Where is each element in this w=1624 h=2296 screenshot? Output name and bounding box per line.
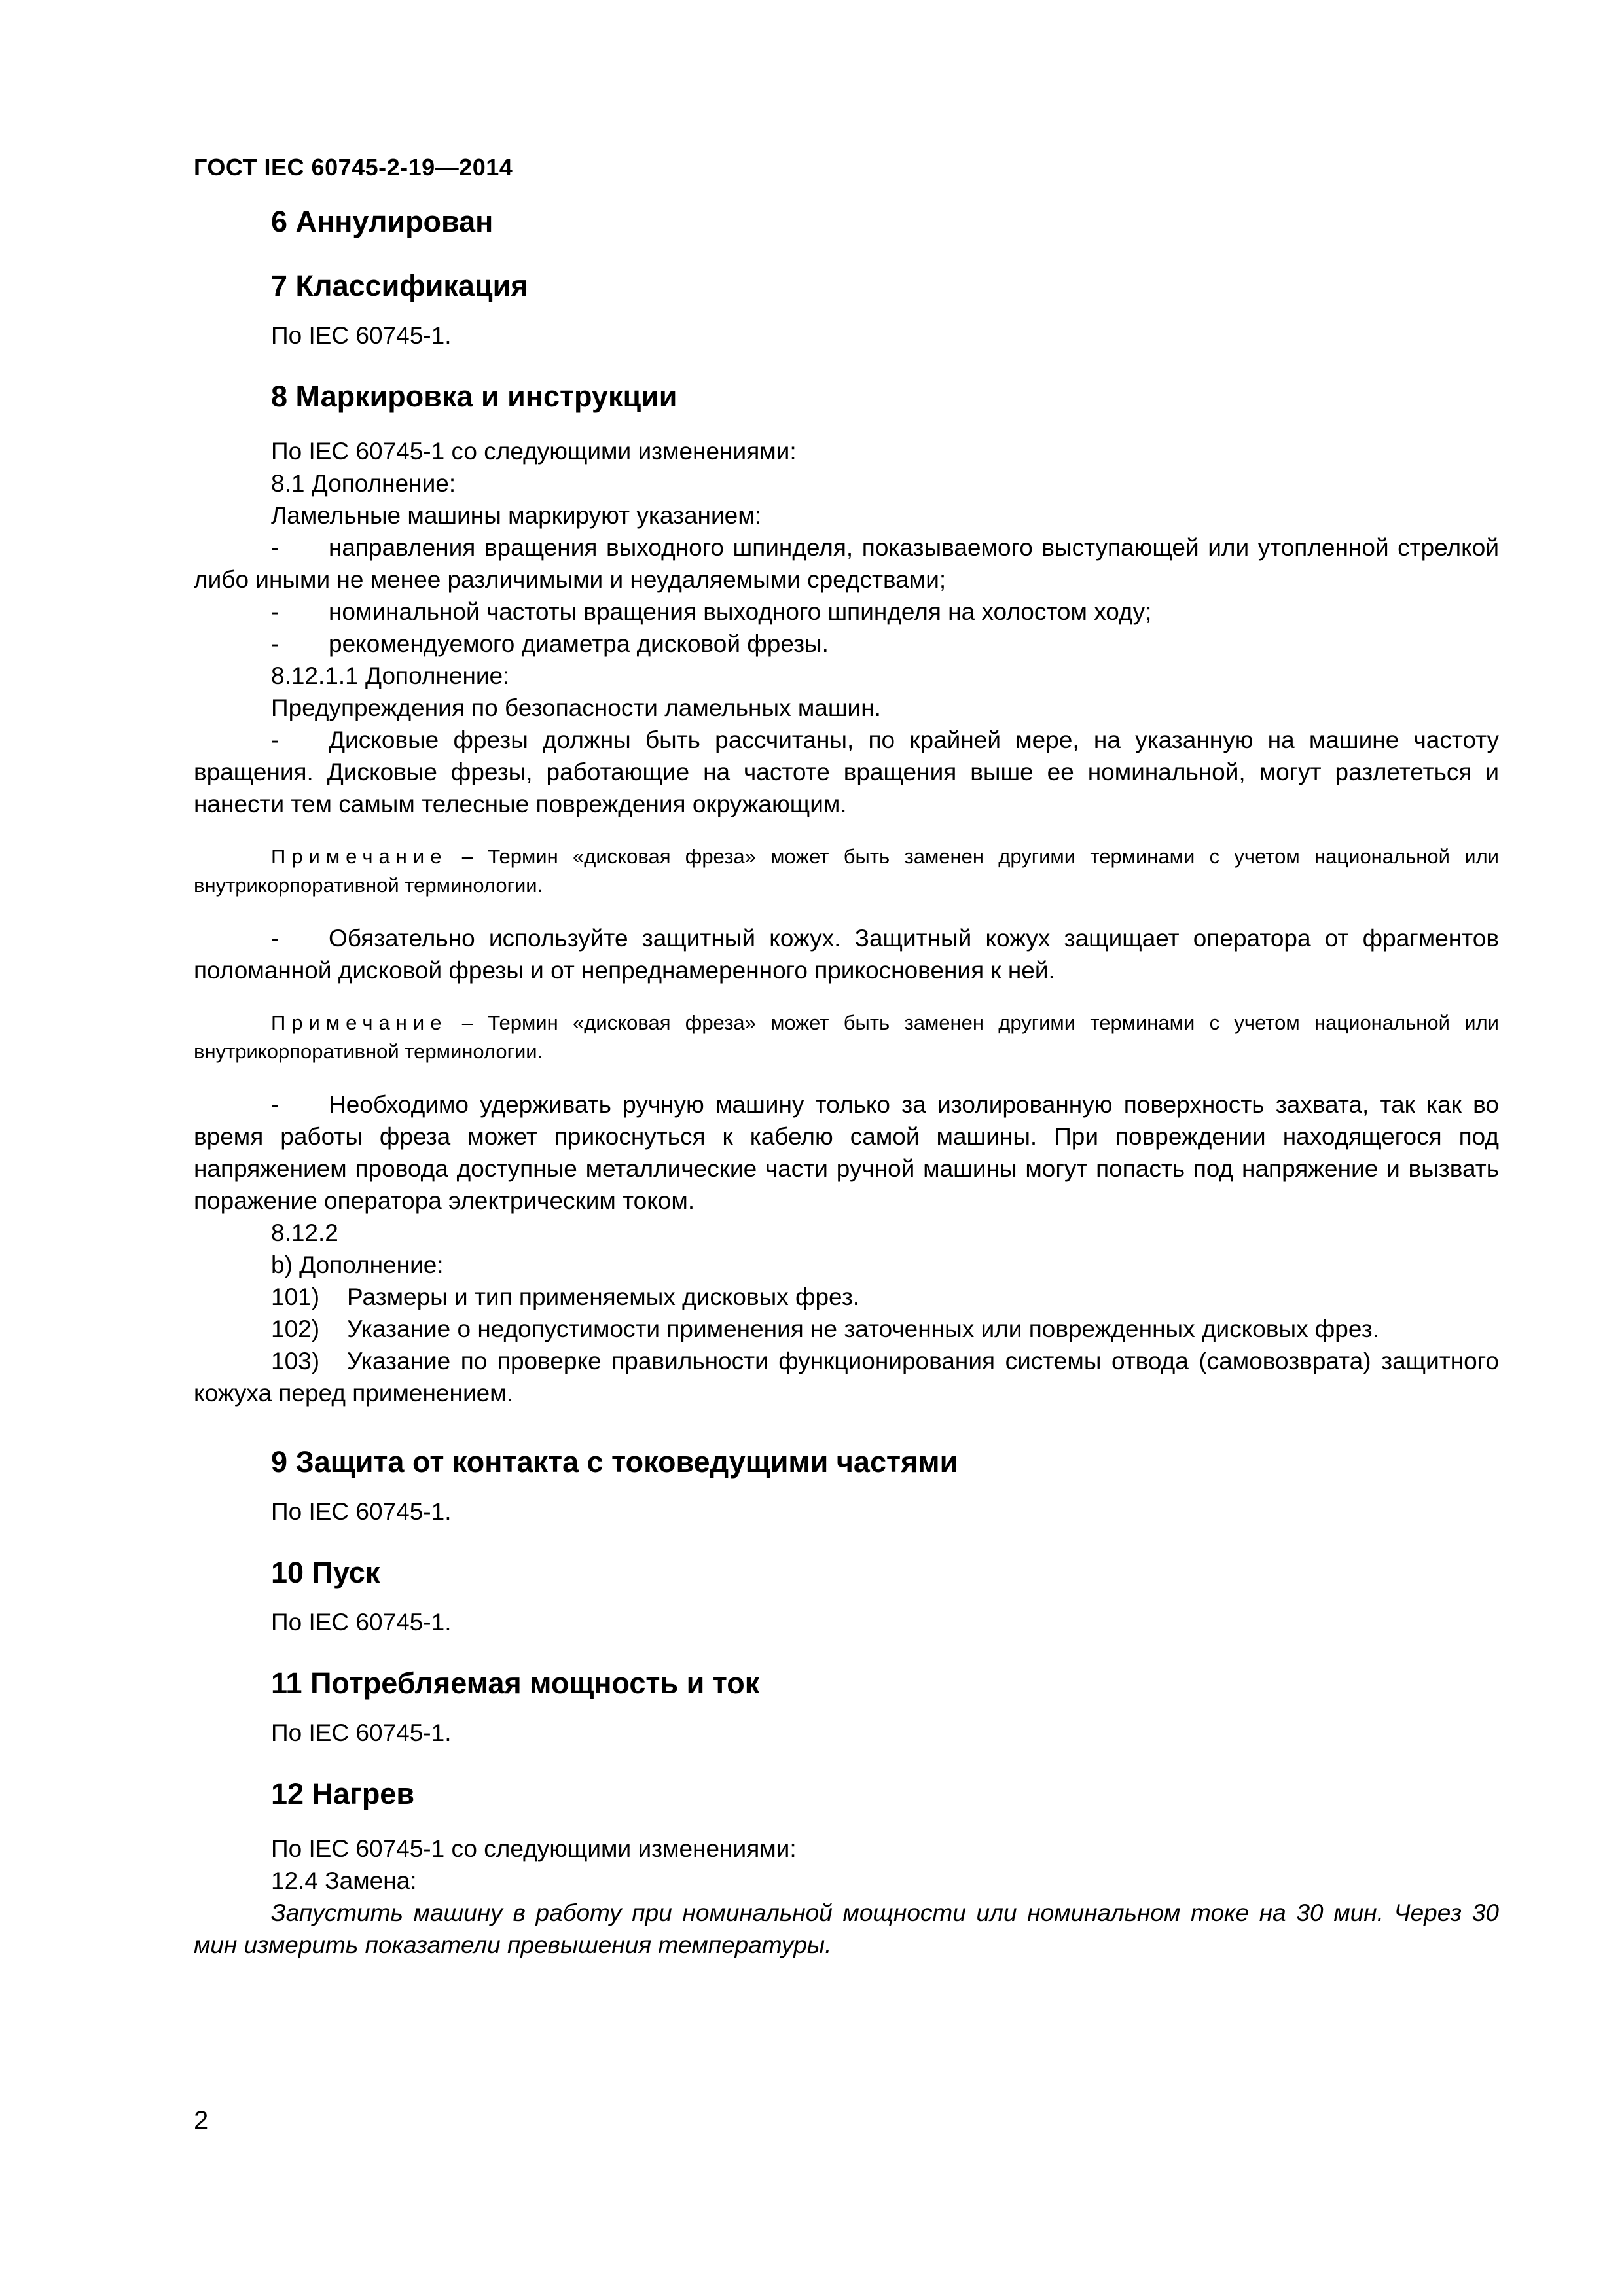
heading-section-11: 11 Потребляемая мощность и ток [271,1666,760,1700]
list-item: - номинальной частоты вращения выходного шпинделя на холостом ходу; [271,598,1152,625]
heading-section-12: 12 Нагрев [271,1777,415,1810]
note-2: Примечание – Термин «дисковая фреза» может быть заменен другими терминами с учетом национальной или внутрикорпоративной терминологии. [194,1011,1499,1063]
list-item: - Необходимо удерживать ручную машину только за изолированную поверхность захвата, так как во время работы фреза может прикоснуться к кабелю самой машины. При повреждении находящегося под напряжением провода доступные металлические части ручной машины могут попасть под напряжение и вызвать поражение оператора электрическим током. [194,1091,1499,1214]
heading-section-9: 9 Защита от контакта с токоведущими частями [271,1445,958,1479]
list-item: 101) Размеры и тип применяемых дисковых фрез. [271,1283,860,1310]
list-item: - рекомендуемого диаметра дисковой фрезы. [271,630,829,657]
list-item: - Дисковые фрезы должны быть рассчитаны, по крайней мере, на указанную на машине частоту вращения. Дисковые фрезы, работающие на частоте вращения выше ее номинальной, могут разлететься и нанести тем самым телесные повреждения окружающим. [194,726,1499,817]
list-item: 102) Указание о недопустимости применения не заточенных или поврежденных дисковых фрез. [271,1316,1379,1342]
clause-8-1-text: Ламельные машины маркируют указанием: [271,502,761,529]
section-8-intro: По IEC 60745-1 со следующими изменениями: [271,438,797,465]
section-7-text: По IEC 60745-1. [271,322,452,349]
list-item: - направления вращения выходного шпинделя, показываемого выступающей или утопленной стрелкой либо иными не менее различимыми и неудаляемыми средствами; [194,534,1499,593]
section-9-text: По IEC 60745-1. [271,1498,452,1525]
list-item: 103) Указание по проверке правильности функционирования системы отвода (самовозврата) защитного кожуха перед применением. [194,1348,1499,1407]
document-body [194,203,1499,1961]
page-number: 2 [194,2106,209,2135]
clause-b: b) Дополнение: [271,1251,444,1278]
heading-section-7: 7 Классификация [271,269,528,302]
section-11-text: По IEC 60745-1. [271,1719,452,1746]
list-item: - Обязательно используйте защитный кожух. Защитный кожух защищает оператора от фрагментов поломанной дисковой фрезы и от непреднамеренного прикосновения к ней. [194,925,1499,984]
section-10-text: По IEC 60745-1. [271,1609,452,1636]
clause-8-1: 8.1 Дополнение: [271,470,456,497]
note-1: Примечание – Термин «дисковая фреза» может быть заменен другими терминами с учетом национальной или внутрикорпоративной терминологии. [194,845,1499,897]
document-header: ГОСТ IEC 60745-2-19—2014 [194,154,513,181]
clause-8-12-2: 8.12.2 [271,1219,338,1246]
heading-section-10: 10 Пуск [271,1556,380,1589]
heading-section-6: 6 Аннулирован [271,205,494,238]
clause-12-4: 12.4 Замена: [271,1867,417,1894]
section-12-intro: По IEC 60745-1 со следующими изменениями: [271,1835,797,1862]
clause-8-12-1-1: 8.12.1.1 Дополнение: [271,662,510,689]
clause-12-4-text: Запустить машину в работу при номинальной мощности или номинальном токе на 30 мин. Через 30 мин измерить показатели превышения температуры. [194,1899,1499,1958]
heading-section-8: 8 Маркировка и инструкции [271,380,677,413]
clause-8-12-1-1-text: Предупреждения по безопасности ламельных машин. [271,694,881,721]
